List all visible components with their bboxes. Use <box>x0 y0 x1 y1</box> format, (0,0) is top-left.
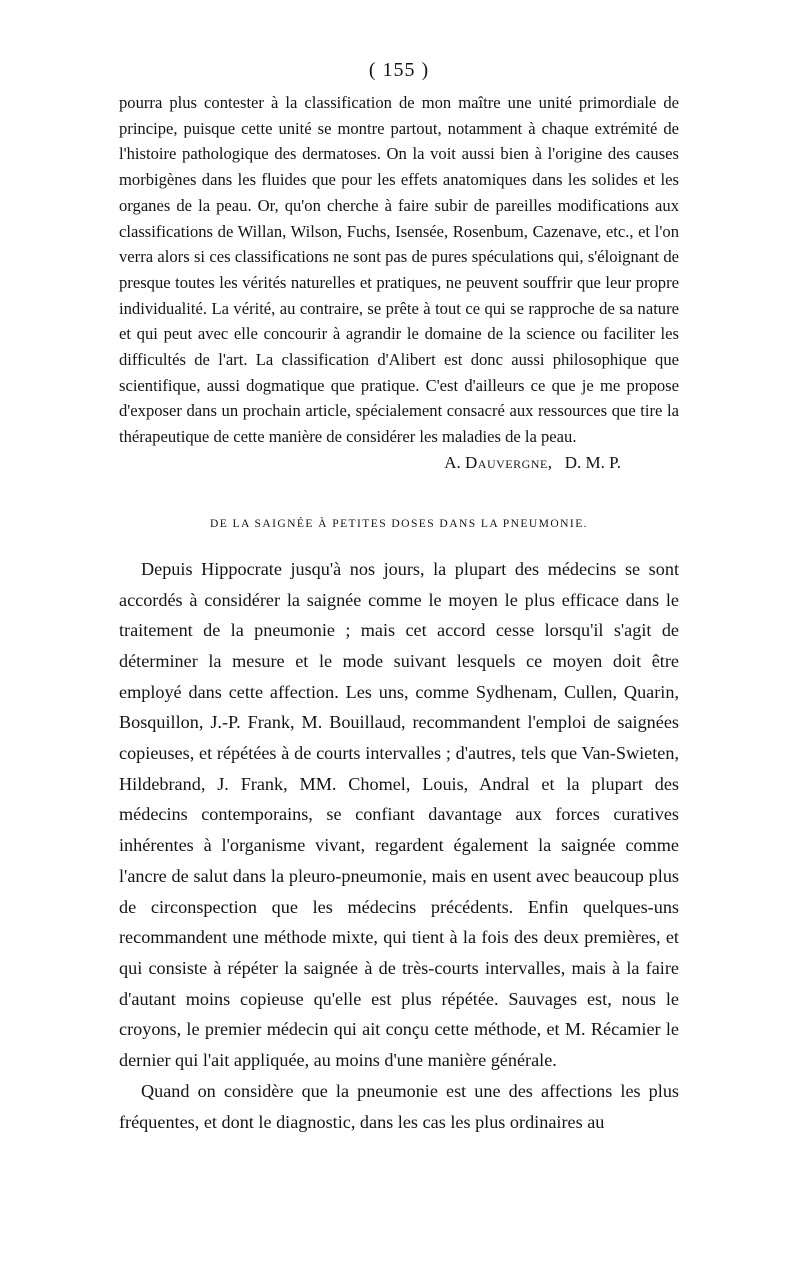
author-signature <box>119 450 679 476</box>
article-title: DE LA SAIGNÉE À PETITES DOSES DANS LA PNEUMONIE. <box>210 516 588 530</box>
signature-initial: A. <box>444 452 461 472</box>
signature-comma: , <box>547 452 561 472</box>
page-number: ( 155 ) <box>368 59 430 81</box>
article-paragraph-1: Depuis Hippocrate jusqu'à nos jours, la plupart des médecins se sont accordés à considérer la saignée comme le moyen le plus efficace dans le traitement de la pneumonie ; mais cet accord cesse lorsqu'il s'agit de déterminer la mesure et le mode suivant lesquels ce moyen doit être employé dans cette affection. Les uns, comme Sydhenam, Cullen, Quarin, Bosquillon, J.-P. Frank, M. Bouillaud, recommandent l'emploi de saignées copieuses, et répétées à de courts intervalles ; d'autres, tels que Van-Swieten, Hildebrand, J. Frank, MM. Chomel, Louis, Andral et la plupart des médecins contemporains, se confiant davantage aux forces curatives inhérentes à l'organisme vivant, regardent également la saignée comme l'ancre de salut dans la pleuro-pneumonie, mais en usent avec beaucoup plus de circonspection que les médecins précédents. Enfin quelques-uns recommandent une méthode mixte, qui tient à la fois des deux premières, et qui consiste à répéter la saignée à de très-courts intervalles, mais à la faire d'autant moins copieuse qu'elle est plus répétée. Sauvages est, nous le croyons, le premier médecin qui ait conçu cette méthode, et M. Récamier le dernier qui l'ait appliquée, au moins d'une manière générale. <box>119 558 679 1071</box>
paragraph-continued: pourra plus contester à la classification de mon maître une unité primordiale de principe, puisque cette unité se montre partout, notamment à chaque extrémité de l'histoire pathologique des dermatoses. On la voit aussi bien à l'origine des causes morbigènes dans les fluides que pour les effets anatomiques dans les solides et les organes de la peau. Or, qu'on cherche à faire subir de pareilles modifications aux classifications de Willan, Wilson, Fuchs, Isensée, Rosenbum, Cazenave, etc., et l'on verra alors si ces classifications ne sont pas de pures spéculations qui, s'éloignant de presque toutes les vérités naturelles et pratiques, ne peuvent souffrir que leur propre individualité. La vérité, au contraire, se prête à tout ce qui se rapproche de sa nature et qui peut avec elle concourir à agrandir le domaine de la science ou faciliter les difficultés de l'art. La classification d'Alibert est donc aussi philosophique que scientifique, aussi dogmatique que pratique. C'est d'ailleurs ce que je me propose d'exposer dans un prochain article, spécialement consacré aux ressources que tire la thérapeutique de cette manière de considérer les maladies de la peau. <box>119 93 679 447</box>
article-paragraph-2: Quand on considère que la pneumonie est une des affections les plus fréquentes, et dont le diagnostic, dans les cas les plus ordinaires au <box>119 1080 679 1132</box>
signature-name: Dauvergne <box>465 452 548 472</box>
document-page <box>119 56 679 1137</box>
signature-title: D. M. P. <box>564 452 621 472</box>
